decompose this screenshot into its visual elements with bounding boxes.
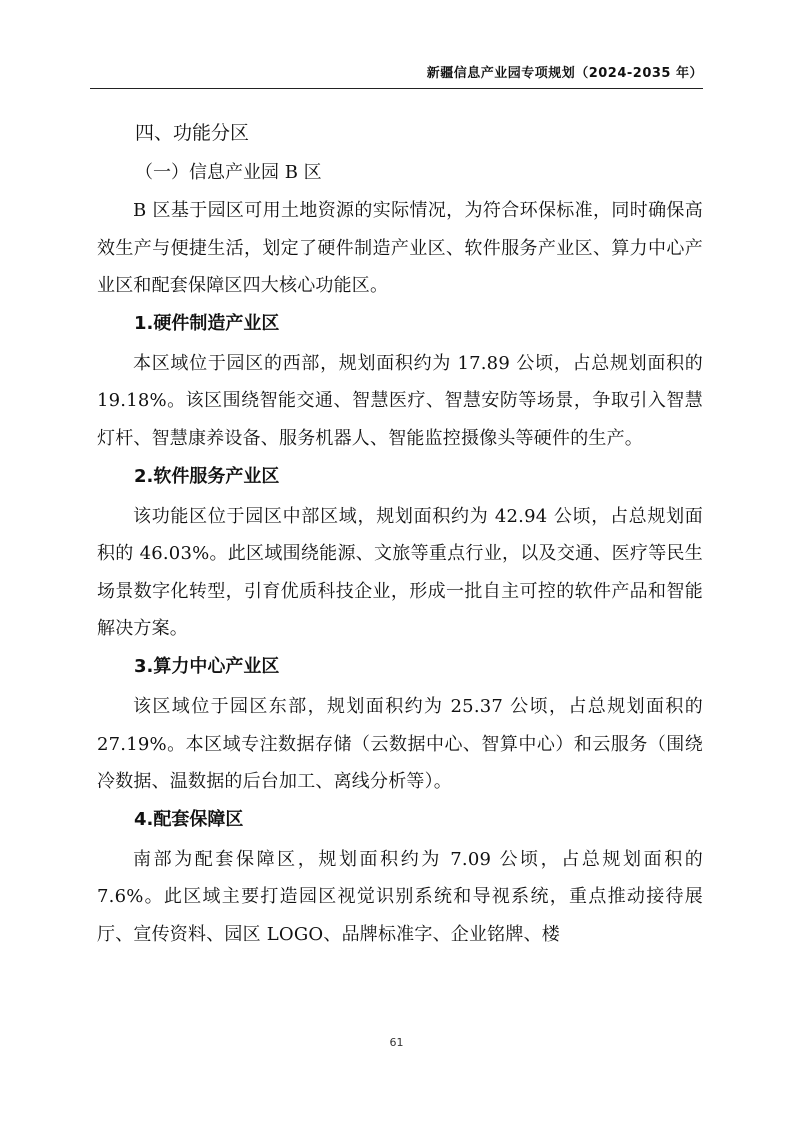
zone-paragraph-hardware: 本区域位于园区的西部，规划面积约为 17.89 公顷，占总规划面积的 19.18%。该区围绕智能交通、智慧医疗、智慧安防等场景，争取引入智慧灯杆、智慧康养设备、服务机器人、智能监控摄像头等硬件的生产。	[97, 352, 703, 449]
subsection-heading: （一）信息产业园 B 区	[135, 162, 322, 183]
zone-heading-hardware: 1.硬件制造产业区	[134, 312, 280, 334]
document-body	[97, 114, 703, 954]
zone-paragraph-support: 南部为配套保障区，规划面积约为 7.09 公顷，占总规划面积的 7.6%。此区域主要打造园区视觉识别系统和导视系统，重点推动接待展厅、宣传资料、园区 LOGO、品牌标准字、企业铭牌、楼	[97, 848, 703, 945]
zone-paragraph-software: 该功能区位于园区中部区域，规划面积约为 42.94 公顷，占总规划面积的 46.03%。此区域围绕能源、文旅等重点行业，以及交通、医疗等民生场景数字化转型，引育优质科技企业，形成一批自主可控的软件产品和智能解决方案。	[97, 505, 703, 640]
section-heading: 四、功能分区	[135, 122, 250, 144]
zone-heading-software: 2.软件服务产业区	[134, 465, 280, 487]
zone-heading-computing: 3.算力中心产业区	[134, 655, 280, 677]
intro-paragraph: B 区基于园区可用土地资源的实际情况，为符合环保标准，同时确保高效生产与便捷生活，划定了硬件制造产业区、软件服务产业区、算力中心产业区和配套保障区四大核心功能区。	[97, 200, 703, 297]
running-header: 新疆信息产业园专项规划（2024-2035 年）	[426, 66, 703, 81]
page-number: 61	[389, 1036, 404, 1049]
zone-heading-support: 4.配套保障区	[134, 808, 244, 830]
zone-paragraph-computing: 该区域位于园区东部，规划面积约为 25.37 公顷，占总规划面积的 27.19%。本区域专注数据存储（云数据中心、智算中心）和云服务（围绕冷数据、温数据的后台加工、离线分析等）。	[97, 695, 703, 793]
header-rule	[90, 88, 703, 89]
